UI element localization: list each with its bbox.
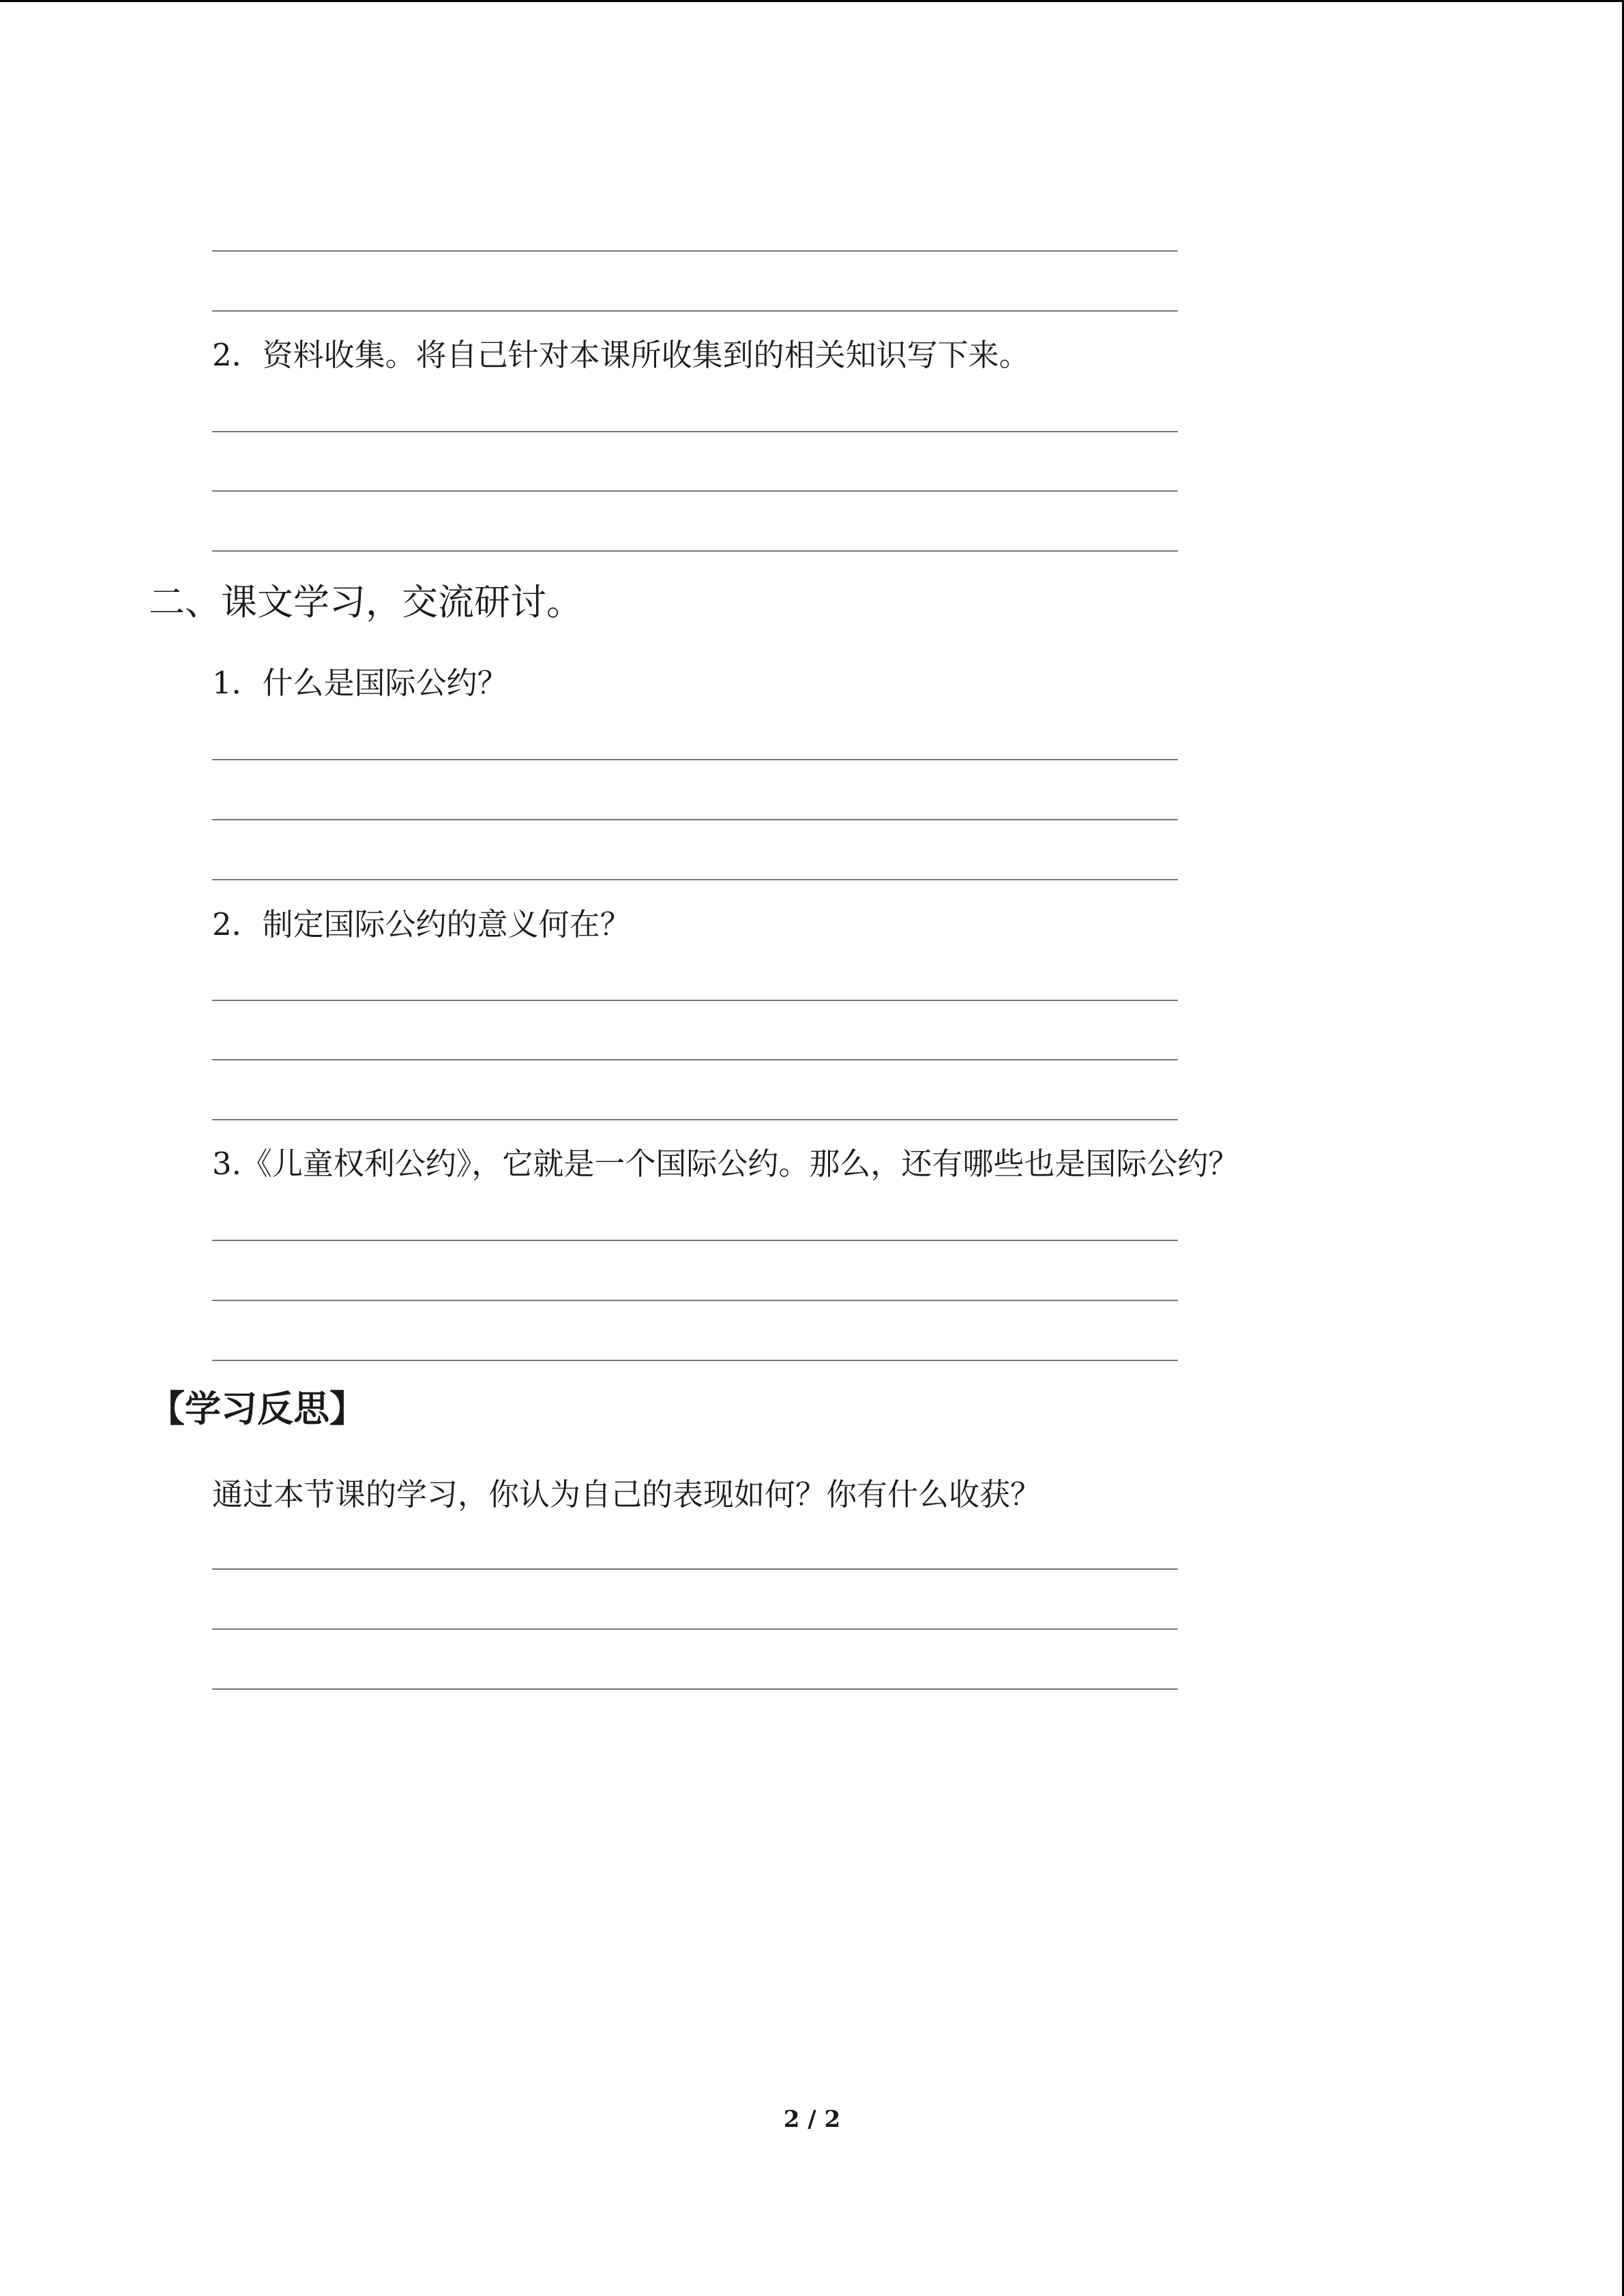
answer-line[interactable] bbox=[212, 1688, 1178, 1690]
answer-line[interactable] bbox=[212, 759, 1178, 760]
answer-line[interactable] bbox=[212, 819, 1178, 820]
reflection-prompt: 通过本节课的学习，你认为自己的表现如何？你有什么收获？ bbox=[212, 1476, 1042, 1512]
question-collect: 2．资料收集。将自己针对本课所收集到的相关知识写下来。 bbox=[212, 337, 1030, 373]
question-2: 2．制定国际公约的意义何在？ bbox=[212, 906, 631, 942]
reflection-title: 【学习反思】 bbox=[149, 1388, 366, 1430]
answer-line[interactable] bbox=[212, 310, 1178, 312]
answer-line[interactable] bbox=[212, 431, 1178, 432]
page-number: 2 / 2 bbox=[783, 2106, 841, 2133]
question-1: 1．什么是国际公约？ bbox=[212, 665, 508, 701]
answer-line[interactable] bbox=[212, 1119, 1178, 1120]
answer-line[interactable] bbox=[212, 1000, 1178, 1001]
answer-line[interactable] bbox=[212, 490, 1178, 492]
answer-line[interactable] bbox=[212, 1568, 1178, 1570]
answer-line[interactable] bbox=[212, 1300, 1178, 1301]
answer-line[interactable] bbox=[212, 1628, 1178, 1630]
answer-line[interactable] bbox=[212, 1360, 1178, 1361]
answer-line[interactable] bbox=[212, 250, 1178, 252]
answer-line[interactable] bbox=[212, 550, 1178, 552]
question-3: 3.《儿童权利公约》，它就是一个国际公约。那么，还有哪些也是国际公约？ bbox=[212, 1146, 1239, 1182]
page-top-border bbox=[0, 0, 1624, 2]
answer-line[interactable] bbox=[212, 1240, 1178, 1241]
answer-line[interactable] bbox=[212, 1059, 1178, 1060]
answer-line[interactable] bbox=[212, 879, 1178, 880]
section-title: 二、课文学习，交流研讨。 bbox=[149, 582, 582, 623]
